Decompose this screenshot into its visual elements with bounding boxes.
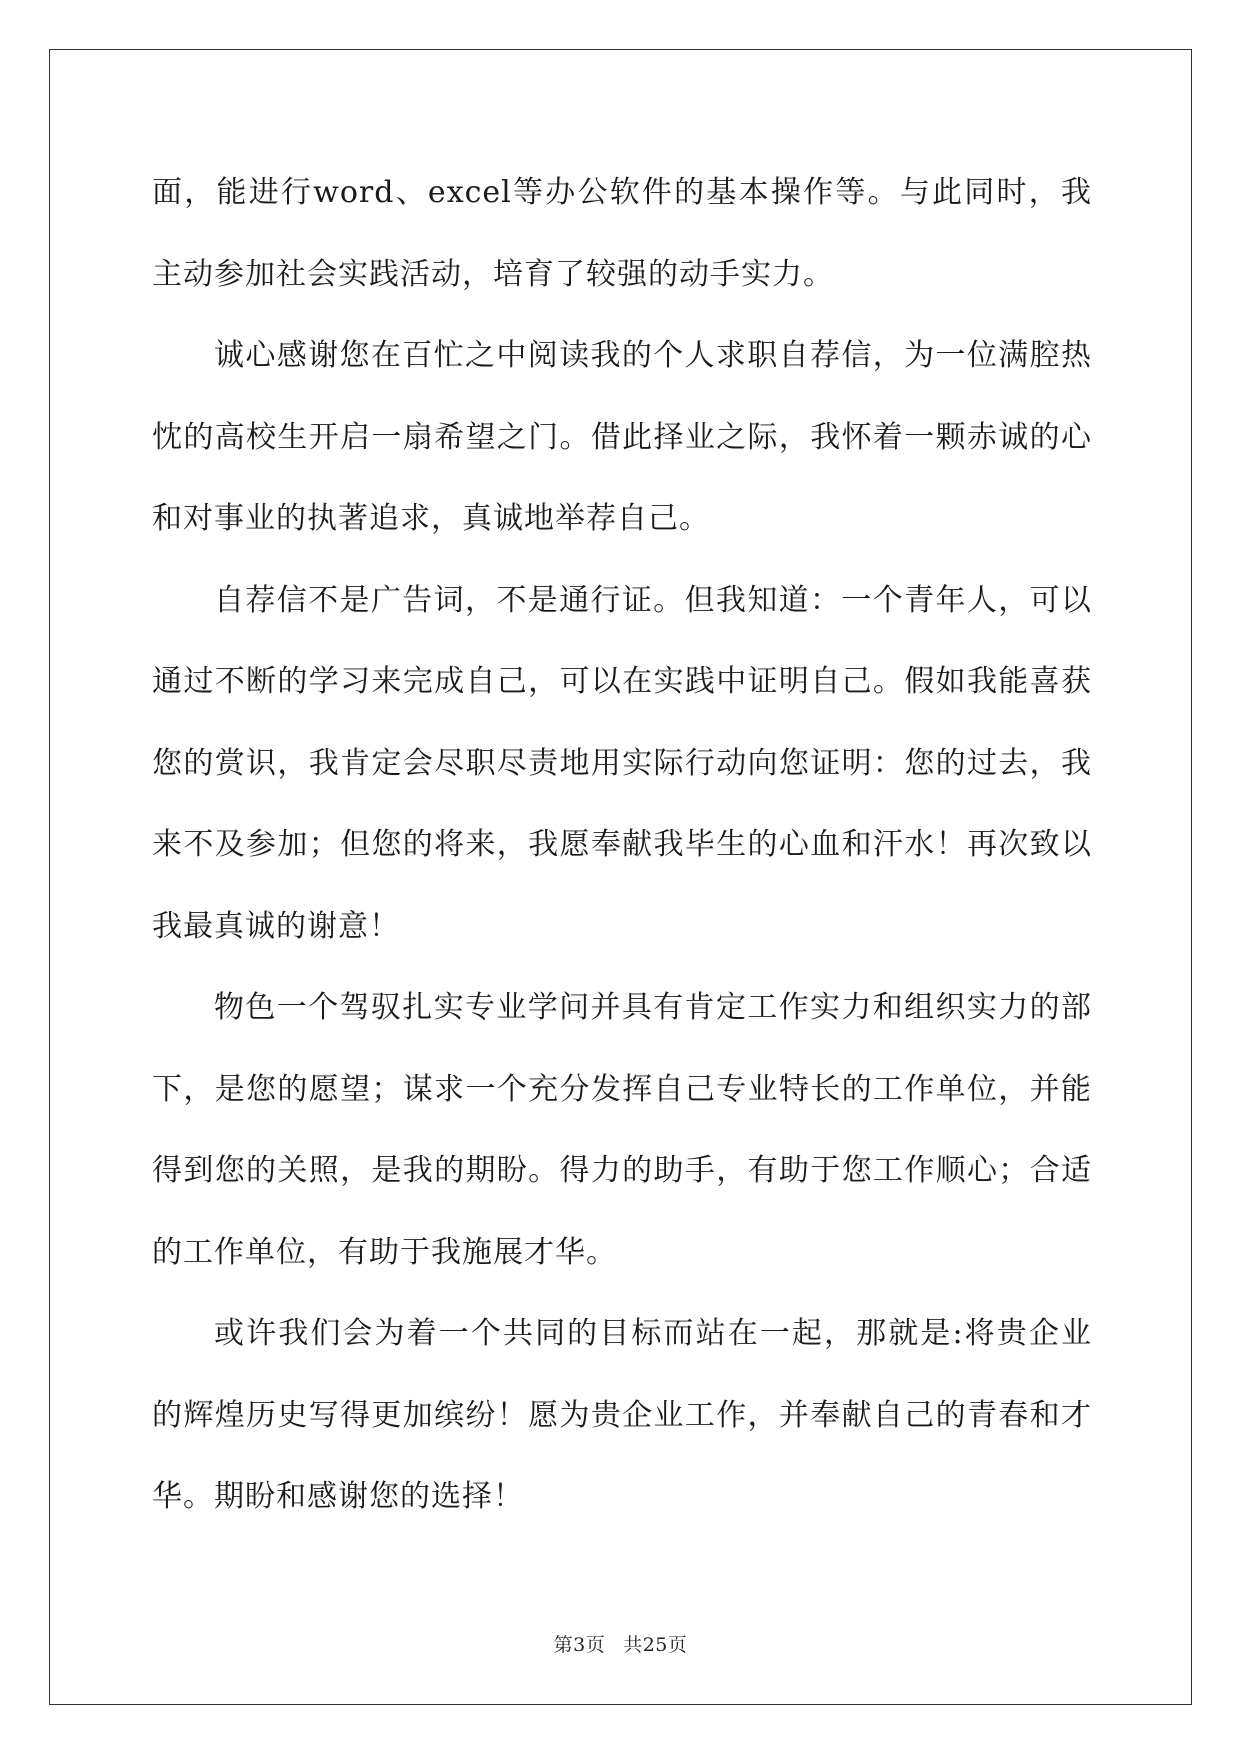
current-page-number: 第3页 (553, 1634, 606, 1656)
total-page-count: 共25页 (623, 1634, 688, 1656)
paragraph-1: 面，能进行word、excel等办公软件的基本操作等。与此同时，我主动参加社会实践活动，培育了较强的动手实力。 (152, 175, 1092, 292)
paragraph-5: 或许我们会为着一个共同的目标而站在一起，那就是:将贵企业的辉煌历史写得更加缤纷！愿为贵企业工作，并奉献自己的青春和才华。期盼和感谢您的选择！ (152, 1316, 1092, 1514)
page-footer (0, 1630, 1241, 1657)
paragraph-2: 诚心感谢您在百忙之中阅读我的个人求职自荐信，为一位满腔热忱的高校生开启一扇希望之门。借此择业之际，我怀着一颗赤诚的心和对事业的执著追求，真诚地举荐自己。 (152, 338, 1092, 536)
paragraph-4: 物色一个驾驭扎实专业学问并具有肯定工作实力和组织实力的部下，是您的愿望；谋求一个充分发挥自己专业特长的工作单位，并能得到您的关照，是我的期盼。得力的助手，有助于您工作顺心；合适的工作单位，有助于我施展才华。 (152, 990, 1092, 1270)
document-body (152, 156, 1092, 1538)
paragraph-3: 自荐信不是广告词，不是通行证。但我知道：一个青年人，可以通过不断的学习来完成自己，可以在实践中证明自己。假如我能喜获您的赏识，我肯定会尽职尽责地用实际行动向您证明：您的过去，我来不及参加；但您的将来，我愿奉献我毕生的心血和汗水！再次致以我最真诚的谢意！ (152, 582, 1092, 944)
